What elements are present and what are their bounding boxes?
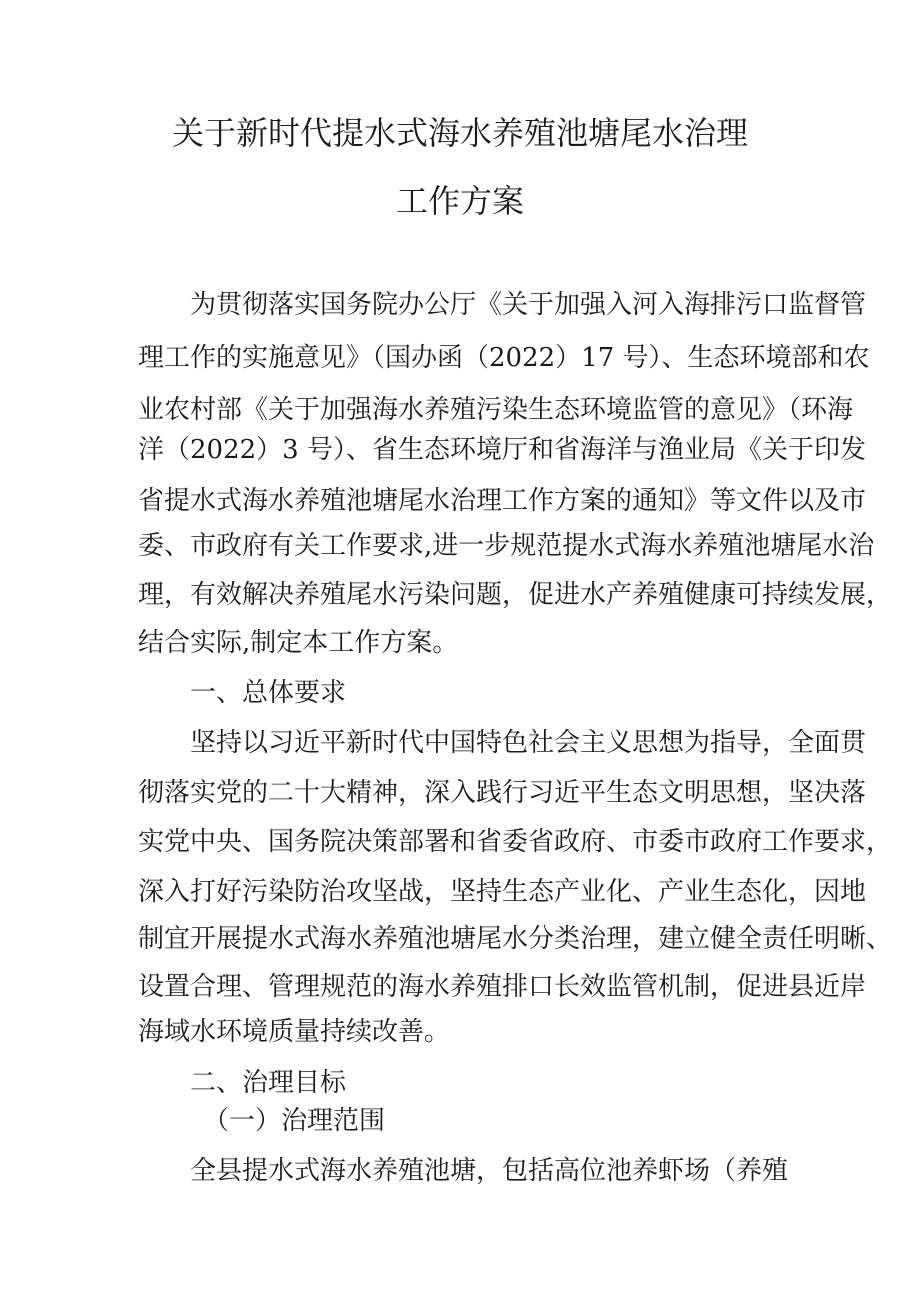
document-title-line-2: 工作方案 (395, 182, 524, 220)
intro-paragraph-line: 理，有效解决养殖尾水污染问题，促进水产养殖健康可持续发展， (138, 580, 893, 610)
intro-paragraph-line: 结合实际,制定本工作方案。 (138, 628, 459, 658)
section-heading-overall-requirements: 一、总体要求 (190, 678, 347, 708)
section1-paragraph-line: 海域水环境质量持续改善。 (138, 1017, 451, 1047)
section1-paragraph-line: 制宜开展提水式海水养殖池塘尾水分类治理，建立健全责任明晰、 (138, 924, 893, 954)
document-title-line-1: 关于新时代提水式海水养殖池塘尾水治理 (171, 114, 748, 152)
section1-paragraph-line: 深入打好污染防治攻坚战，坚持生态产业化、产业生态化，因地 (138, 877, 867, 907)
intro-paragraph-line: 省提水式海水养殖池塘尾水治理工作方案的通知》等文件以及市 (138, 486, 867, 516)
section1-paragraph-line: 坚持以习近平新时代中国特色社会主义思想为指导，全面贯 (190, 728, 867, 758)
subsection-heading-governance-scope: （一）治理范围 (203, 1106, 386, 1136)
intro-paragraph-line: 理工作的实施意见》（国办函（2022）17 号）、生态环境部和农 (138, 343, 870, 373)
section-heading-governance-goals: 二、治理目标 (190, 1068, 347, 1098)
section1-paragraph-line: 实党中央、国务院决策部署和省委省政府、市委市政府工作要求， (138, 827, 893, 857)
section1-paragraph-line: 彻落实党的二十大精神，深入践行习近平生态文明思想，坚决落 (138, 778, 867, 808)
intro-paragraph-line: 业农村部《关于加强海水养殖污染生态环境监管的意见》（环海 (138, 395, 854, 425)
intro-paragraph-line: 为贯彻落实国务院办公厅《关于加强入河入海排污口监督管 (190, 290, 867, 320)
intro-paragraph-line: 委、市政府有关工作要求,进一步规范提水式海水养殖池塘尾水治 (138, 531, 875, 561)
intro-paragraph-line: 洋（2022）3 号）、省生态环境厅和省海洋与渔业局《关于印发 (138, 435, 866, 465)
section1-paragraph-line: 设置合理、管理规范的海水养殖排口长效监管机制，促进县近岸 (138, 972, 867, 1002)
section2-paragraph-line: 全县提水式海水养殖池塘，包括高位池养虾场（养殖 (190, 1156, 789, 1186)
